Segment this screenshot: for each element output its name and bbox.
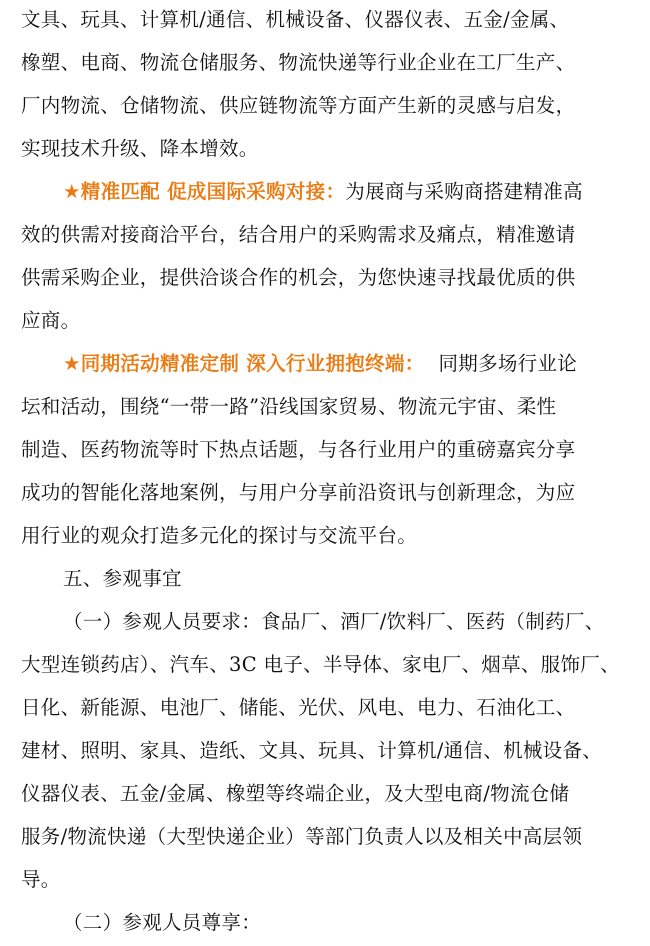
match-first-text: 为展商与采购商搭建精准高 — [345, 180, 583, 203]
events-line: 坛和活动，围绕“一带一路”沿线国家贸易、物流元宇宙、柔性 — [21, 395, 557, 418]
requirement-line: 建材、照明、家具、造纸、文具、玩具、计算机/通信、机械设备、 — [21, 739, 603, 762]
intro-line: 实现技术升级、降本增效。 — [21, 137, 259, 160]
match-line: 效的供需对接商洽平台，结合用户的采购需求及痛点，精准邀请 — [21, 223, 576, 246]
intro-line: 厂内物流、仓储物流、供应链物流等方面产生新的灵感与启发， — [21, 94, 576, 117]
benefit-title: （二）参观人员尊享： — [63, 911, 262, 934]
match-heading: ★精准匹配 促成国际采购对接： — [63, 180, 346, 203]
events-first-line — [63, 350, 577, 378]
match-line: 供需采购企业，提供洽谈合作的机会，为您快速寻找最优质的供 — [21, 266, 576, 289]
intro-line: 文具、玩具、计算机/通信、机械设备、仪器仪表、五金/金属、 — [21, 8, 570, 31]
section-five-title: 五、参观事宜 — [63, 567, 182, 590]
events-line: 制造、医药物流等时下热点话题，与各行业用户的重磅嘉宾分享 — [21, 438, 576, 461]
intro-line: 橡塑、电商、物流仓储服务、物流快递等行业企业在工厂生产、 — [21, 51, 576, 74]
requirement-line: （一）参观人员要求：食品厂、酒厂/饮料厂、医药（制药厂、 — [63, 610, 605, 633]
requirement-line: 服务/物流快递（大型快递企业）等部门负责人以及相关中高层领 — [21, 825, 583, 848]
events-line: 成功的智能化落地案例，与用户分享前沿资讯与创新理念，为应 — [21, 481, 576, 504]
requirement-line: 大型连锁药店）、汽车、3C 电子、半导体、家电厂、烟草、服饰厂、 — [21, 653, 620, 676]
events-first-text: 同期多场行业论 — [438, 352, 578, 375]
requirement-line: 日化、新能源、电池厂、储能、光伏、风电、电力、石油化工、 — [21, 696, 576, 719]
events-heading: ★同期活动精准定制 深入行业拥抱终端： — [63, 352, 425, 375]
requirement-line: 仪器仪表、五金/金属、橡塑等终端企业，及大型电商/物流仓储 — [21, 782, 570, 805]
requirement-line: 导。 — [21, 868, 61, 891]
match-line: 应商。 — [21, 309, 81, 332]
events-line: 用行业的观众打造多元化的探讨与交流平台。 — [21, 524, 418, 547]
match-first-line — [63, 178, 583, 206]
